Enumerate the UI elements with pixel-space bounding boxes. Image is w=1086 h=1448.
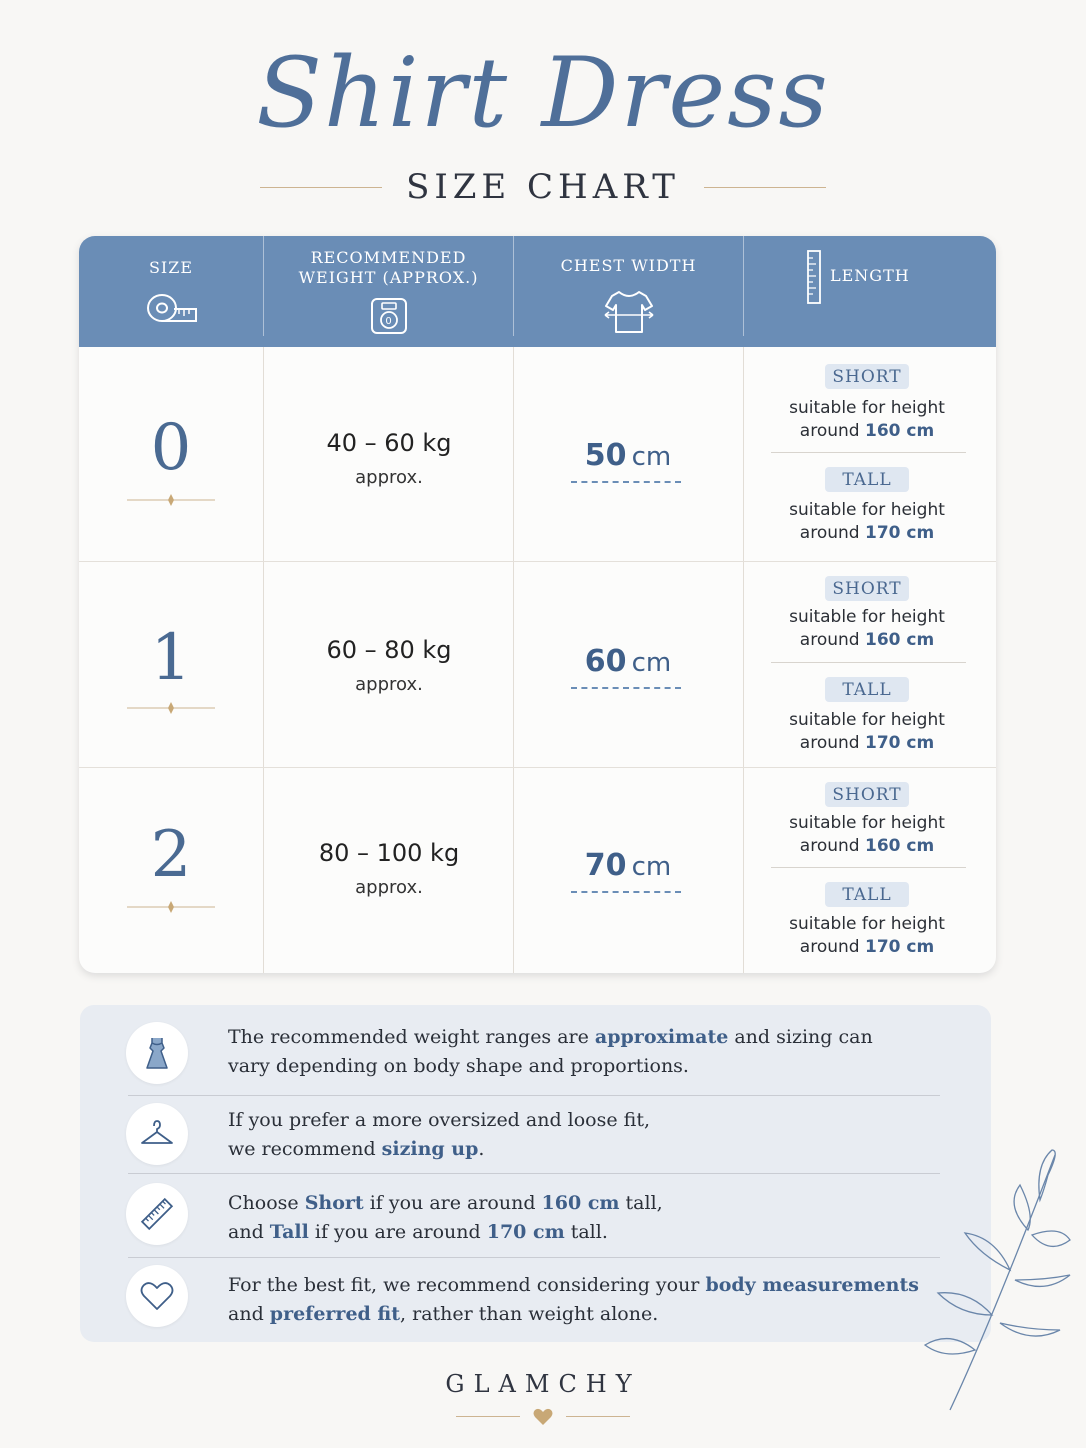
subtitle-rule-right [704, 187, 826, 188]
length-badge-short: SHORT [825, 576, 909, 601]
length-tall-text: suitable for height around 170 cm [789, 500, 945, 543]
chest-width: 60 cm [584, 644, 672, 679]
note-text: Choose Short if you are around 160 cm tall, and Tall if you are around 170 cm tall. [228, 1192, 663, 1243]
weight-note: approx. [355, 877, 423, 898]
brand-rule-right [566, 1416, 630, 1417]
subtitle: SIZE CHART [406, 167, 680, 207]
header-size-label: SIZE [148, 258, 194, 277]
weight-range: 80 – 100 kg [318, 839, 460, 867]
shirt-icon [602, 288, 656, 336]
weight-note: approx. [355, 674, 423, 695]
header-chest [514, 236, 743, 347]
script-title-text: Shirt Dress [256, 37, 830, 149]
script-title [0, 18, 1086, 168]
header-weight-line1: RECOMMENDED [310, 248, 467, 267]
ruler-icon [807, 250, 821, 304]
size-value: 0 [150, 411, 192, 485]
note-icon-circle [126, 1103, 188, 1165]
size-table [79, 236, 996, 973]
length-tall-text: suitable for height around 170 cm [789, 914, 945, 957]
ruler-icon [140, 1197, 174, 1231]
brand-name: GLAMCHY [445, 1370, 641, 1398]
header-chest-label: CHEST WIDTH [560, 256, 697, 275]
length-badge-tall: TALL [825, 882, 909, 907]
length-short-text: suitable for height around 160 cm [789, 398, 945, 441]
scale-icon [370, 297, 408, 335]
size-value: 2 [150, 818, 192, 892]
length-badge-short: SHORT [825, 782, 909, 807]
note-text: For the best fit, we recommend considering your body measurements and preferred fit, rather than weight alone. [228, 1274, 919, 1325]
note-text: If you prefer a more oversized and loose fit, we recommend sizing up. [228, 1109, 650, 1160]
length-short-text: suitable for height around 160 cm [789, 813, 945, 856]
ornament-divider [127, 702, 215, 714]
ornament-divider [127, 901, 215, 913]
note-text: The recommended weight ranges are approximate and sizing can vary depending on body shape and proportions. [228, 1026, 873, 1077]
weight-range: 60 – 80 kg [326, 636, 452, 664]
note-icon-circle [126, 1183, 188, 1245]
dress-icon [140, 1036, 174, 1070]
weight-note: approx. [355, 467, 423, 488]
svg-text:0: 0 [385, 316, 393, 327]
header-length [744, 236, 996, 347]
hanger-icon [140, 1117, 174, 1151]
length-tall-text: suitable for height around 170 cm [789, 710, 945, 753]
ornament-divider [127, 494, 215, 506]
header-weight-line2: WEIGHT (APPROX.) [298, 268, 479, 287]
length-badge-short: SHORT [825, 364, 909, 389]
note-icon-circle [126, 1022, 188, 1084]
weight-range: 40 – 60 kg [326, 429, 452, 457]
subtitle-rule-left [260, 187, 382, 188]
subtitle-row [0, 164, 1086, 210]
chest-width: 70 cm [584, 848, 672, 883]
brand-rule-left [456, 1416, 520, 1417]
length-short-text: suitable for height around 160 cm [789, 607, 945, 650]
size-value: 1 [150, 621, 192, 695]
chest-width: 50 cm [584, 438, 672, 473]
measuring-tape-icon [146, 292, 198, 324]
heart-icon [533, 1408, 553, 1426]
header-weight [264, 236, 513, 347]
table-header [79, 236, 996, 347]
heart-icon [140, 1279, 174, 1313]
note-icon-circle [126, 1265, 188, 1327]
length-badge-tall: TALL [825, 677, 909, 702]
header-length-label: LENGTH [830, 266, 910, 285]
length-badge-tall: TALL [825, 467, 909, 492]
header-size [79, 236, 263, 347]
fit-notes [80, 1005, 991, 1342]
